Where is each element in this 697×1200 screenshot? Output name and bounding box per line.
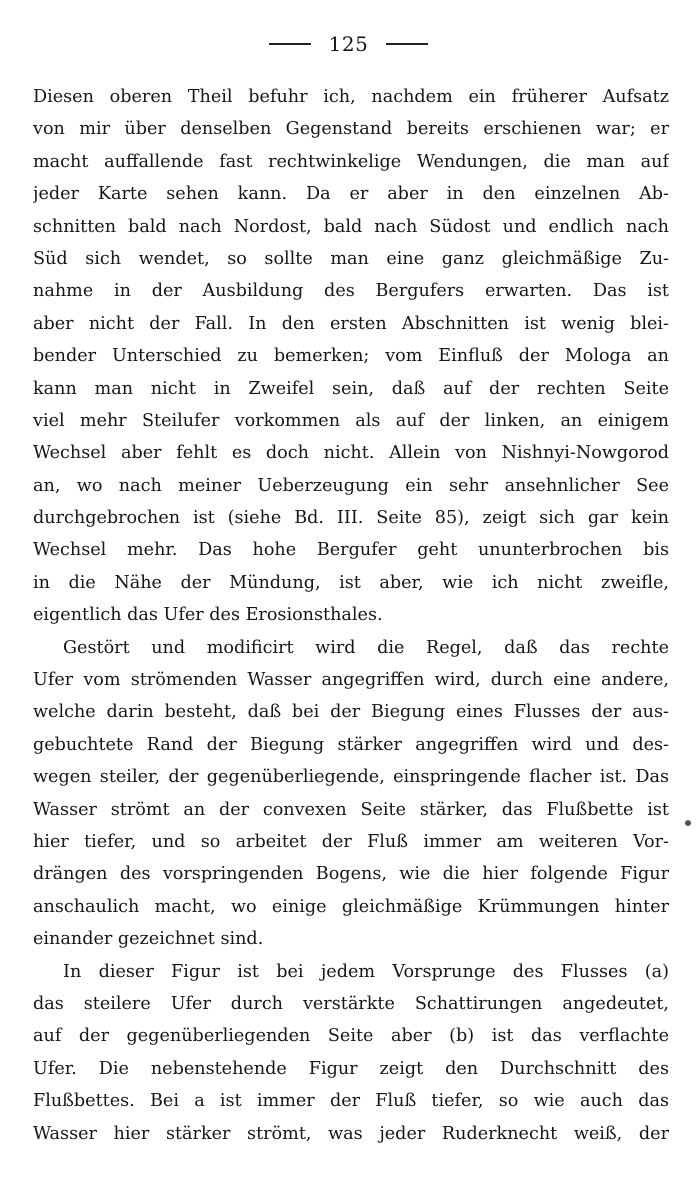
paragraph-2 (33, 632, 669, 956)
text-line: Diesen oberen Theil befuhr ich, nachdem ein früherer Aufsatz (33, 87, 669, 107)
text-line: das steilere Ufer durch verstärkte Schattirungen angedeutet, (33, 993, 669, 1014)
text-line: Süd sich wendet, so sollte man eine ganz gleichmäßige Zu- (33, 248, 669, 269)
text-line: schnitten bald nach Nordost, bald nach Südost und endlich nach (33, 216, 669, 237)
text-line: in die Nähe der Mündung, ist aber, wie ich nicht zweifle, (33, 572, 669, 593)
text-line: Wasser strömt an der convexen Seite stärker, das Flußbette ist (33, 799, 669, 820)
text-line: drängen des vorspringenden Bogens, wie die hier folgende Figur (33, 864, 669, 885)
text-line: In dieser Figur ist bei jedem Vorsprunge des Flusses (a) (63, 961, 669, 982)
text-line: hier tiefer, und so arbeitet der Fluß immer am weiteren Vor- (33, 831, 669, 852)
text-line: aber nicht der Fall. In den ersten Abschnitten ist wenig blei- (33, 313, 669, 334)
text-line: Gestört und modificirt wird die Regel, daß das rechte (63, 637, 669, 658)
text-line: Wasser hier stärker strömt, was jeder Ruderknecht weiß, der (33, 1123, 669, 1144)
text-line: einander gezeichnet sind. (33, 929, 264, 950)
header-rule-left (269, 43, 311, 45)
text-line: Ufer. Die nebenstehende Figur zeigt den Durchschnitt des (33, 1058, 669, 1079)
text-line: kann man nicht in Zweifel sein, daß auf der rechten Seite (33, 378, 669, 399)
text-line: jeder Karte sehen kann. Da er aber in den einzelnen Ab- (33, 184, 669, 205)
text-line: durchgebrochen ist (siehe Bd. III. Seite 85), zeigt sich gar kein (33, 508, 669, 529)
text-line: von mir über denselben Gegenstand bereits erschienen war; er (33, 119, 669, 140)
text-line: Wechsel mehr. Das hohe Bergufer geht ununterbrochen bis (33, 540, 669, 561)
header-rule-right (386, 43, 428, 45)
print-speck (685, 820, 691, 826)
paragraph-1 (33, 81, 669, 632)
text-line: Flußbettes. Bei a ist immer der Fluß tiefer, so wie auch das (33, 1091, 669, 1112)
paragraph-3 (33, 956, 669, 1150)
text-line: gebuchtete Rand der Biegung stärker angegriffen wird und des- (33, 734, 669, 755)
text-line: viel mehr Steilufer vorkommen als auf der linken, an einigem (33, 410, 669, 431)
text-line: wegen steiler, der gegenüberliegende, einspringende flacher ist. Das (33, 767, 669, 788)
text-line: welche darin besteht, daß bei der Biegung eines Flusses der aus- (33, 702, 669, 723)
text-line: an, wo nach meiner Ueberzeugung ein sehr ansehnlicher See (33, 475, 669, 496)
text-line: eigentlich das Ufer des Erosionsthales. (33, 605, 383, 626)
page-header (0, 28, 697, 60)
text-line: nahme in der Ausbildung des Bergufers erwarten. Das ist (33, 281, 669, 302)
text-line: Wechsel aber fehlt es doch nicht. Allein von Nishnyi-Nowgorod (33, 443, 669, 464)
text-line: bender Unterschied zu bemerken; vom Einfluß der Mologa an (33, 346, 669, 367)
text-line: macht auffallende fast rechtwinkelige Wendungen, die man auf (33, 151, 669, 172)
page-number: 125 (328, 32, 369, 56)
body-text (33, 81, 669, 1150)
text-line: auf der gegenüberliegenden Seite aber (b) ist das verflachte (33, 1026, 669, 1047)
text-line: anschaulich macht, wo einige gleichmäßige Krümmungen hinter (33, 896, 669, 917)
text-line: Ufer vom strömenden Wasser angegriffen wird, durch eine andere, (33, 670, 669, 691)
